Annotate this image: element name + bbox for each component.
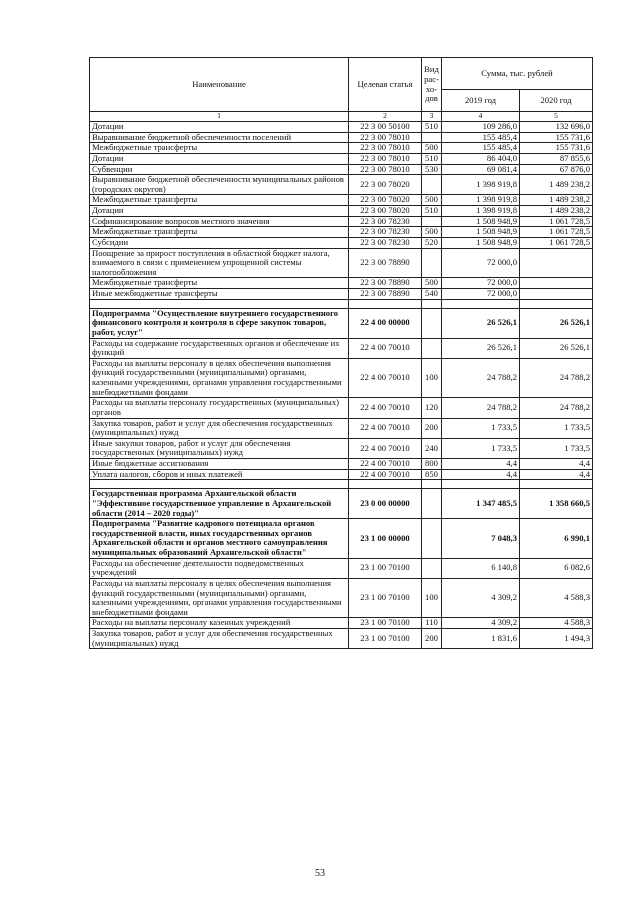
empty-cell	[422, 480, 442, 489]
empty-cell	[442, 299, 520, 308]
row-target-article: 22 4 00 70010	[349, 418, 422, 438]
row-sum-2020: 1 489 238,2	[520, 195, 593, 206]
row-name: Межбюджетные трансферты	[90, 143, 349, 154]
row-expense-type: 500	[422, 278, 442, 289]
table-row	[90, 143, 593, 154]
table-row	[90, 519, 593, 559]
row-expense-type: 530	[422, 164, 442, 175]
row-expense-type	[422, 308, 442, 338]
row-sum-2020: 26 526,1	[520, 308, 593, 338]
row-sum-2019: 109 286,0	[442, 122, 520, 133]
header-expense-type: Вид рас-хо-дов	[422, 58, 442, 112]
row-sum-2019: 4 309,2	[442, 578, 520, 618]
table-row	[90, 175, 593, 195]
row-name: Субсидии	[90, 237, 349, 248]
table-row	[90, 618, 593, 629]
row-sum-2019: 1 398 919,8	[442, 206, 520, 217]
row-expense-type: 120	[422, 398, 442, 418]
row-target-article: 22 3 00 78010	[349, 132, 422, 143]
column-number: 5	[520, 112, 593, 122]
row-name: Расходы на выплаты персоналу государственных (муниципальных) органов	[90, 398, 349, 418]
table-row	[90, 459, 593, 470]
table-row	[90, 338, 593, 358]
row-target-article: 22 3 00 78890	[349, 289, 422, 300]
row-target-article: 23 0 00 00000	[349, 489, 422, 519]
table-row	[90, 122, 593, 133]
header-sum: Сумма, тыс. рублей	[442, 58, 593, 90]
row-name: Поощрение за прирост поступления в областной бюджет налога, взимаемого в связи с применением упрощенной системы налогообложения	[90, 248, 349, 278]
row-target-article: 22 4 00 70010	[349, 438, 422, 458]
row-target-article: 22 3 00 78010	[349, 143, 422, 154]
row-sum-2019: 1 398 919,8	[442, 195, 520, 206]
row-target-article: 22 3 00 78230	[349, 237, 422, 248]
row-target-article: 22 3 00 78230	[349, 216, 422, 227]
row-sum-2020	[520, 278, 593, 289]
row-name: Расходы на выплаты персоналу в целях обеспечения выполнения функций государственными (муниципальными) органами, казенными учреждениями, органами управления государственными внебюджетными фондами	[90, 358, 349, 398]
row-expense-type: 850	[422, 469, 442, 480]
row-expense-type: 800	[422, 459, 442, 470]
row-target-article: 22 4 00 00000	[349, 308, 422, 338]
empty-cell	[349, 299, 422, 308]
row-sum-2020: 155 731,6	[520, 143, 593, 154]
row-name: Софинансирование вопросов местного значения	[90, 216, 349, 227]
row-name: Расходы на содержание государственных органов и обеспечение их функций	[90, 338, 349, 358]
row-target-article: 22 3 00 78890	[349, 248, 422, 278]
table-row	[90, 469, 593, 480]
row-sum-2019: 1 831,6	[442, 629, 520, 649]
row-sum-2019: 72 000,0	[442, 289, 520, 300]
row-expense-type	[422, 489, 442, 519]
table-row	[90, 248, 593, 278]
row-sum-2019: 4 309,2	[442, 618, 520, 629]
table-row	[90, 629, 593, 649]
row-expense-type: 500	[422, 195, 442, 206]
row-expense-type: 520	[422, 237, 442, 248]
row-name: Выравнивание бюджетной обеспеченности поселений	[90, 132, 349, 143]
row-name: Дотации	[90, 206, 349, 217]
table-row	[90, 164, 593, 175]
column-number: 1	[90, 112, 349, 122]
row-sum-2019: 72 000,0	[442, 248, 520, 278]
row-sum-2020: 1 733,5	[520, 418, 593, 438]
row-sum-2019: 155 485,4	[442, 143, 520, 154]
row-expense-type	[422, 338, 442, 358]
row-expense-type: 500	[422, 143, 442, 154]
row-name: Уплата налогов, сборов и иных платежей	[90, 469, 349, 480]
table-row	[90, 195, 593, 206]
row-sum-2020: 4,4	[520, 469, 593, 480]
row-sum-2020: 1 489 238,2	[520, 206, 593, 217]
row-name: Расходы на обеспечение деятельности подведомственных учреждений	[90, 558, 349, 578]
row-expense-type	[422, 558, 442, 578]
empty-cell	[520, 480, 593, 489]
row-sum-2019: 4,4	[442, 469, 520, 480]
row-sum-2020: 1 733,5	[520, 438, 593, 458]
empty-cell	[349, 480, 422, 489]
row-name: Иные межбюджетные трансферты	[90, 289, 349, 300]
row-sum-2020: 4 588,3	[520, 578, 593, 618]
row-target-article: 23 1 00 70100	[349, 578, 422, 618]
table-row	[90, 278, 593, 289]
row-sum-2020: 1 061 728,5	[520, 216, 593, 227]
row-name: Межбюджетные трансферты	[90, 195, 349, 206]
header-name: Наименование	[90, 58, 349, 112]
column-number: 2	[349, 112, 422, 122]
row-target-article: 22 4 00 70010	[349, 459, 422, 470]
row-name: Субвенции	[90, 164, 349, 175]
row-expense-type: 510	[422, 206, 442, 217]
row-expense-type: 200	[422, 418, 442, 438]
row-target-article: 23 1 00 70100	[349, 629, 422, 649]
row-name: Государственная программа Архангельской области "Эффективное государственное управление в Архангельской области (2014 – 2020 годы)"	[90, 489, 349, 519]
row-sum-2020: 24 788,2	[520, 398, 593, 418]
row-sum-2019: 26 526,1	[442, 308, 520, 338]
page-number: 53	[315, 868, 325, 879]
table-row	[90, 237, 593, 248]
table-row	[90, 358, 593, 398]
row-expense-type: 500	[422, 227, 442, 238]
table-row	[90, 153, 593, 164]
table-row	[90, 227, 593, 238]
row-target-article: 22 3 00 78890	[349, 278, 422, 289]
row-target-article: 22 4 00 70010	[349, 338, 422, 358]
empty-cell	[422, 299, 442, 308]
row-sum-2019: 1 733,5	[442, 418, 520, 438]
row-sum-2020: 26 526,1	[520, 338, 593, 358]
budget-table	[89, 57, 593, 649]
empty-cell	[520, 299, 593, 308]
column-number: 4	[442, 112, 520, 122]
row-name: Выравнивание бюджетной обеспеченности муниципальных районов (городских округов)	[90, 175, 349, 195]
row-sum-2019: 72 000,0	[442, 278, 520, 289]
row-name: Межбюджетные трансферты	[90, 227, 349, 238]
row-target-article: 23 1 00 70100	[349, 618, 422, 629]
row-expense-type	[422, 175, 442, 195]
row-name: Расходы на выплаты персоналу в целях обеспечения выполнения функций государственными (муниципальными) органами, казенными учреждениями, органами управления государственными внебюджетными фондами	[90, 578, 349, 618]
row-expense-type	[422, 519, 442, 559]
row-name: Иные закупки товаров, работ и услуг для обеспечения государственных (муниципальных) нужд	[90, 438, 349, 458]
row-name: Подпрограмма "Осуществление внутреннего государственного финансового контроля и контроля в сфере закупок товаров, работ, услуг"	[90, 308, 349, 338]
row-expense-type: 100	[422, 578, 442, 618]
row-expense-type: 200	[422, 629, 442, 649]
row-name: Закупка товаров, работ и услуг для обеспечения государственных (муниципальных) нужд	[90, 629, 349, 649]
column-number: 3	[422, 112, 442, 122]
row-sum-2019: 4,4	[442, 459, 520, 470]
table-row	[90, 308, 593, 338]
row-target-article: 22 3 00 78010	[349, 153, 422, 164]
row-sum-2020: 155 731,6	[520, 132, 593, 143]
row-sum-2020: 6 990,1	[520, 519, 593, 559]
row-sum-2020: 4 588,3	[520, 618, 593, 629]
row-sum-2019: 1 398 919,8	[442, 175, 520, 195]
row-sum-2020: 87 855,6	[520, 153, 593, 164]
row-target-article: 22 3 00 78020	[349, 206, 422, 217]
table-row	[90, 206, 593, 217]
row-target-article: 22 3 00 78230	[349, 227, 422, 238]
row-sum-2019: 86 404,0	[442, 153, 520, 164]
row-sum-2020: 1 489 238,2	[520, 175, 593, 195]
empty-cell	[90, 299, 349, 308]
row-expense-type: 110	[422, 618, 442, 629]
table-row	[90, 289, 593, 300]
row-expense-type: 240	[422, 438, 442, 458]
empty-cell	[442, 480, 520, 489]
row-sum-2019: 69 081,4	[442, 164, 520, 175]
row-sum-2020: 4,4	[520, 459, 593, 470]
row-sum-2020: 1 061 728,5	[520, 237, 593, 248]
row-sum-2020: 132 696,0	[520, 122, 593, 133]
row-sum-2019: 26 526,1	[442, 338, 520, 358]
row-sum-2019: 24 788,2	[442, 358, 520, 398]
row-sum-2020: 67 876,0	[520, 164, 593, 175]
row-sum-2020: 24 788,2	[520, 358, 593, 398]
table-body	[90, 122, 593, 649]
row-sum-2020: 1 358 660,5	[520, 489, 593, 519]
table-row	[90, 438, 593, 458]
row-name: Межбюджетные трансферты	[90, 278, 349, 289]
table-row	[90, 132, 593, 143]
row-name: Расходы на выплаты персоналу казенных учреждений	[90, 618, 349, 629]
row-sum-2020: 1 494,3	[520, 629, 593, 649]
row-sum-2019: 1 508 948,9	[442, 216, 520, 227]
row-name: Дотации	[90, 153, 349, 164]
spacer-row	[90, 299, 593, 308]
row-sum-2019: 1 733,5	[442, 438, 520, 458]
row-expense-type: 540	[422, 289, 442, 300]
row-target-article: 22 4 00 70010	[349, 398, 422, 418]
row-expense-type: 510	[422, 122, 442, 133]
row-target-article: 22 3 00 78020	[349, 175, 422, 195]
row-name: Дотации	[90, 122, 349, 133]
row-name: Иные бюджетные ассигнования	[90, 459, 349, 470]
row-name: Подпрограмма "Развитие кадрового потенциала органов государственной власти, иных государственных органов Архангельской области и органов местного самоуправления муниципальных образований Архангельской области"	[90, 519, 349, 559]
row-sum-2020: 1 061 728,5	[520, 227, 593, 238]
row-sum-2020	[520, 248, 593, 278]
table-row	[90, 398, 593, 418]
table-row	[90, 489, 593, 519]
row-target-article: 22 3 00 50100	[349, 122, 422, 133]
row-target-article: 22 3 00 78010	[349, 164, 422, 175]
row-target-article: 22 4 00 70010	[349, 358, 422, 398]
table-row	[90, 578, 593, 618]
header-year-2020: 2020 год	[520, 90, 593, 112]
table-header	[90, 58, 593, 122]
row-sum-2019: 6 140,8	[442, 558, 520, 578]
row-expense-type	[422, 132, 442, 143]
table-row	[90, 558, 593, 578]
row-sum-2019: 7 048,3	[442, 519, 520, 559]
table-row	[90, 418, 593, 438]
spacer-row	[90, 480, 593, 489]
empty-cell	[90, 480, 349, 489]
row-expense-type: 100	[422, 358, 442, 398]
row-expense-type	[422, 216, 442, 227]
row-sum-2019: 1 508 948,9	[442, 237, 520, 248]
row-target-article: 23 1 00 70100	[349, 558, 422, 578]
table-row	[90, 216, 593, 227]
row-sum-2019: 1 508 948,9	[442, 227, 520, 238]
row-sum-2019: 155 485,4	[442, 132, 520, 143]
row-target-article: 22 4 00 70010	[349, 469, 422, 480]
row-sum-2020: 6 082,6	[520, 558, 593, 578]
row-sum-2019: 1 347 485,5	[442, 489, 520, 519]
row-target-article: 22 3 00 78020	[349, 195, 422, 206]
row-sum-2019: 24 788,2	[442, 398, 520, 418]
row-name: Закупка товаров, работ и услуг для обеспечения государственных (муниципальных) нужд	[90, 418, 349, 438]
row-target-article: 23 1 00 00000	[349, 519, 422, 559]
header-target-article: Целевая статья	[349, 58, 422, 112]
row-sum-2020	[520, 289, 593, 300]
row-expense-type	[422, 248, 442, 278]
header-year-2019: 2019 год	[442, 90, 520, 112]
row-expense-type: 510	[422, 153, 442, 164]
